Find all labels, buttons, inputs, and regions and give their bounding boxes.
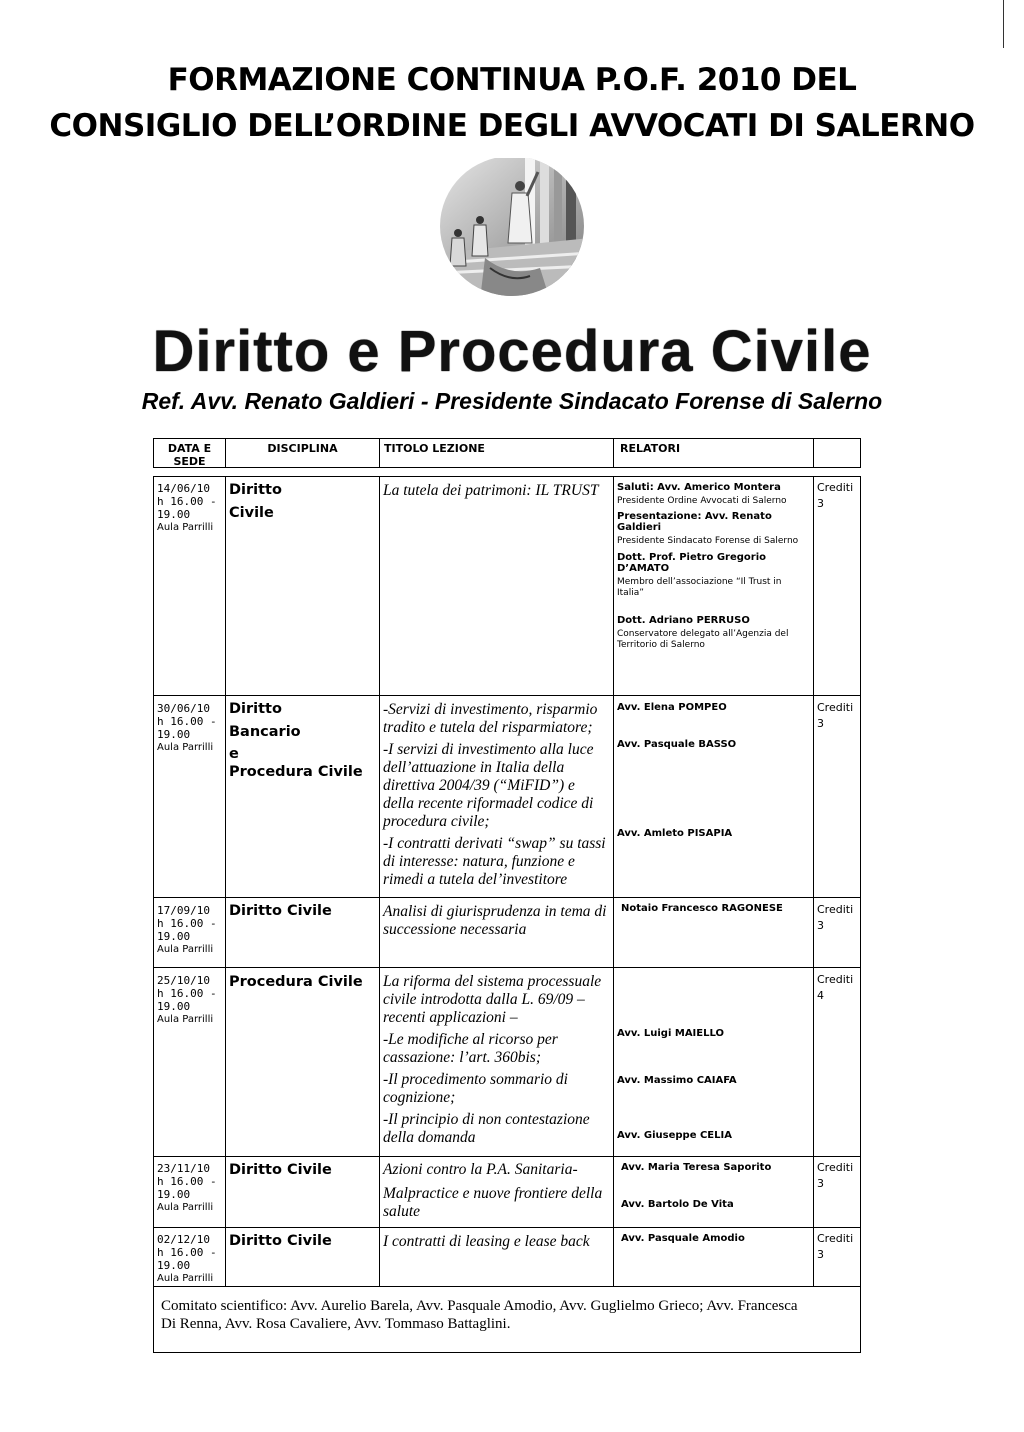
- table-row-2-title: -Servizi di investimento, risparmio tradito e tutela del risparmiatore; -I servizi di investimento alla luce dell’attuazione in Italia della direttiva 2004/39 (“MiFID”) e della recente riformadel codice di procedura civile; -I contratti derivati “swap” su tassi di interesse: natura, funzione e rimedi a tutela del’investitore: [383, 701, 606, 888]
- col-header-date: DATA E SEDE: [154, 439, 226, 467]
- table-row-5-speaker-2: Avv. Bartolo De Vita: [621, 1199, 734, 1210]
- table-row-1-discipline: Diritto Civile: [229, 482, 282, 521]
- table-row-4-speaker-1: Avv. Luigi MAIELLO: [617, 1028, 725, 1039]
- table-row-5-credits: Crediti 3: [817, 1161, 854, 1190]
- table-row-3-speaker: Notaio Francesco RAGONESE: [621, 903, 783, 914]
- header-line-1: FORMAZIONE CONTINUA P.O.F. 2010 DEL: [167, 62, 857, 98]
- col-header-speakers: RELATORI: [614, 439, 814, 467]
- program-table: [153, 476, 861, 1353]
- scan-edge-line: [1003, 0, 1004, 48]
- table-row-2-credits: Crediti 3: [817, 701, 854, 730]
- table-row-6-speaker: Avv. Pasquale Amodio: [621, 1233, 745, 1244]
- table-row-6-date: 02/12/10 h 16.00 - 19.00 Aula Parrilli: [157, 1233, 217, 1284]
- table-row-3-date: 17/09/10 h 16.00 - 19.00 Aula Parrilli: [157, 904, 217, 955]
- scientific-committee: Comitato scientifico: Avv. Aurelio Barela, Avv. Pasquale Amodio, Avv. Guglielmo Grieco; Avv. Francesca Di Renna, Avv. Rosa Cavaliere, Avv. Tommaso Battaglini.: [161, 1298, 798, 1332]
- table-row-5-speaker-1: Avv. Maria Teresa Saporito: [621, 1162, 772, 1173]
- table-row-2-speaker-2: Avv. Pasquale BASSO: [617, 739, 737, 750]
- table-row-6-credits: Crediti 3: [817, 1232, 854, 1261]
- header-line-2: CONSIGLIO DELL’ORDINE DEGLI AVVOCATI DI SALERNO: [49, 108, 975, 144]
- table-row-3-title: Analisi di giurisprudenza in tema di successione necessaria: [383, 903, 607, 938]
- table-row-4-date: 25/10/10 h 16.00 - 19.00 Aula Parrilli: [157, 974, 217, 1025]
- col-header-credits: [814, 439, 860, 467]
- subtitle: Ref. Avv. Renato Galdieri - Presidente Sindacato Forense di Salerno: [141, 388, 883, 414]
- table-row-4-title: La riforma del sistema processuale civile introdotta dalla L. 69/09 – recenti applicazioni – -Le modifiche al ricorso per cassazione: l’art. 360bis; -Il procedimento sommario di cognizione; -Il principio di non contestazione della domanda: [383, 973, 602, 1146]
- table-row-3-credits: Crediti 3: [817, 903, 854, 932]
- table-row-2-discipline: Diritto Bancario e Procedura Civile: [229, 701, 363, 780]
- table-row-4-speaker-3: Avv. Giuseppe CELIA: [617, 1130, 732, 1141]
- col-header-title: TITOLO LEZIONE: [380, 439, 614, 467]
- table-row-1-credits: Crediti 3: [817, 481, 854, 510]
- table-row-5-title: Azioni contro la P.A. Sanitaria- Malpractice e nuove frontiere della salute: [383, 1161, 603, 1220]
- table-row-4-credits: Crediti 4: [817, 973, 854, 1002]
- table-row-4-speaker-2: Avv. Massimo CAIAFA: [617, 1075, 737, 1086]
- table-row-1-date: 14/06/10 h 16.00 - 19.00 Aula Parrilli: [157, 482, 217, 533]
- table-row-5-date: 23/11/10 h 16.00 - 19.00 Aula Parrilli: [157, 1162, 217, 1213]
- table-row-2-speaker-1: Avv. Elena POMPEO: [617, 702, 727, 713]
- main-title: Diritto e Procedura Civile: [152, 319, 872, 384]
- classical-scene-illustration: [430, 158, 590, 300]
- table-row-6-title: I contratti di leasing e lease back: [383, 1233, 590, 1250]
- table-row-3-discipline: Diritto Civile: [229, 903, 332, 919]
- table-row-4-discipline: Procedura Civile: [229, 974, 363, 990]
- table-row-1-speakers: Saluti: Avv. Americo Montera Presidente Ordine Avvocati di Salerno Presentazione: Avv. Renato Galdieri Presidente Sindacato Forense di Salerno Dott. Prof. Pietro Gregorio D’AMATO Membro dell’associazione “Il Trust in Italia” Dott. Adriano PERRUSO Conservatore delegato all’Agenzia del Territorio di Salerno: [617, 482, 799, 650]
- table-row-6-discipline: Diritto Civile: [229, 1233, 332, 1249]
- table-row-5-discipline: Diritto Civile: [229, 1162, 332, 1178]
- table-row-1-title: La tutela dei patrimoni: IL TRUST: [383, 482, 599, 499]
- table-row-2-date: 30/06/10 h 16.00 - 19.00 Aula Parrilli: [157, 702, 217, 753]
- table-row-2-speaker-3: Avv. Amleto PISAPIA: [617, 828, 733, 839]
- table-header: [153, 438, 861, 468]
- col-header-discipline: DISCIPLINA: [226, 439, 380, 467]
